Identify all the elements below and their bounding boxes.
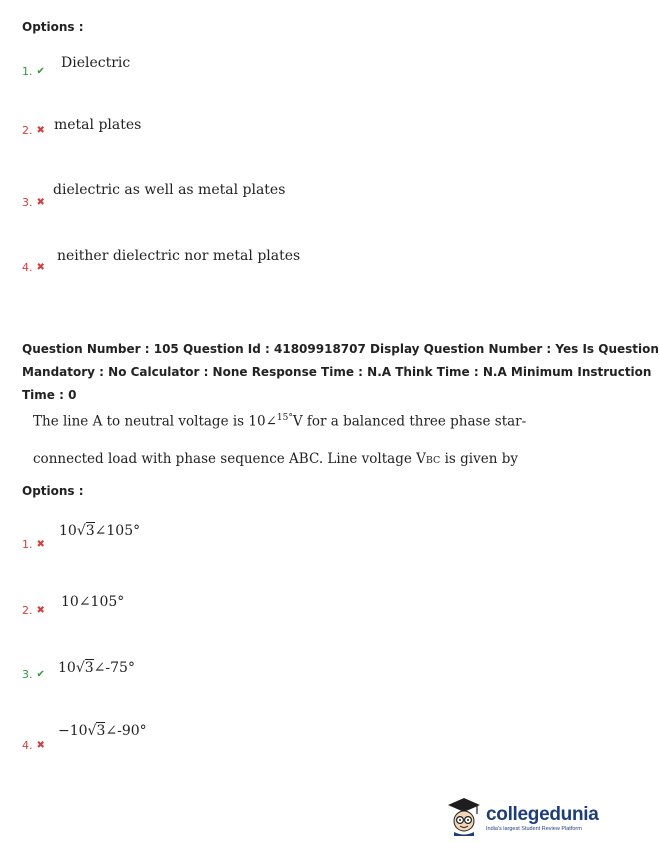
collegedunia-logo [446,796,599,840]
check-icon: ✔ [36,668,45,680]
option-text: metal plates [54,117,142,133]
option-text: neither dielectric nor metal plates [57,248,301,264]
cross-icon: ✖ [36,739,45,751]
cross-icon: ✖ [36,124,45,136]
option-number: 4. ✖ [22,739,45,752]
option-number: 1. ✔ [22,65,45,78]
question-meta-line: Mandatory : No Calculator : None Response Time : N.A Think Time : N.A Minimum Instruction [22,365,652,379]
question-text-line: The line A to neutral voltage is 10∠$^{15^\circ}$V for a balanced three phase star- [33,413,527,430]
options-heading: Options : [22,484,84,498]
option-number: 2. ✖ [22,604,45,617]
cross-icon: ✖ [36,538,45,550]
cross-icon: ✖ [36,604,45,616]
sqrt-symbol: √ [76,523,86,539]
question-meta-line: Time : 0 [22,388,77,402]
option-number: 3. ✖ [22,196,45,209]
option-number: 3. ✔ [22,668,45,681]
option-text: 10∠105° [61,594,125,610]
option-number: 1. ✖ [22,538,45,551]
cross-icon: ✖ [36,196,45,208]
question-text-line: connected load with phase sequence ABC. Line voltage VBC is given by [33,451,518,467]
option-number: 4. ✖ [22,261,45,274]
option-text: 10√3∠-75° [58,660,135,676]
sqrt-symbol: √ [87,723,97,739]
cross-icon: ✖ [36,261,45,273]
options-heading: Options : [22,20,84,34]
logo-wordmark: collegedunia [486,803,599,825]
sqrt-symbol: √ [75,660,85,676]
option-number: 2. ✖ [22,124,45,137]
graduate-mascot-icon [446,796,482,840]
logo-tagline: India's largest Student Review Platform [486,825,582,832]
option-text: dielectric as well as metal plates [53,182,286,198]
option-text: Dielectric [61,55,131,71]
check-icon: ✔ [36,65,45,77]
option-text: −10√3∠-90° [58,723,147,739]
option-text: 10√3∠105° [59,523,141,539]
question-meta-line: Question Number : 105 Question Id : 41809918707 Display Question Number : Yes Is Question [22,342,659,356]
